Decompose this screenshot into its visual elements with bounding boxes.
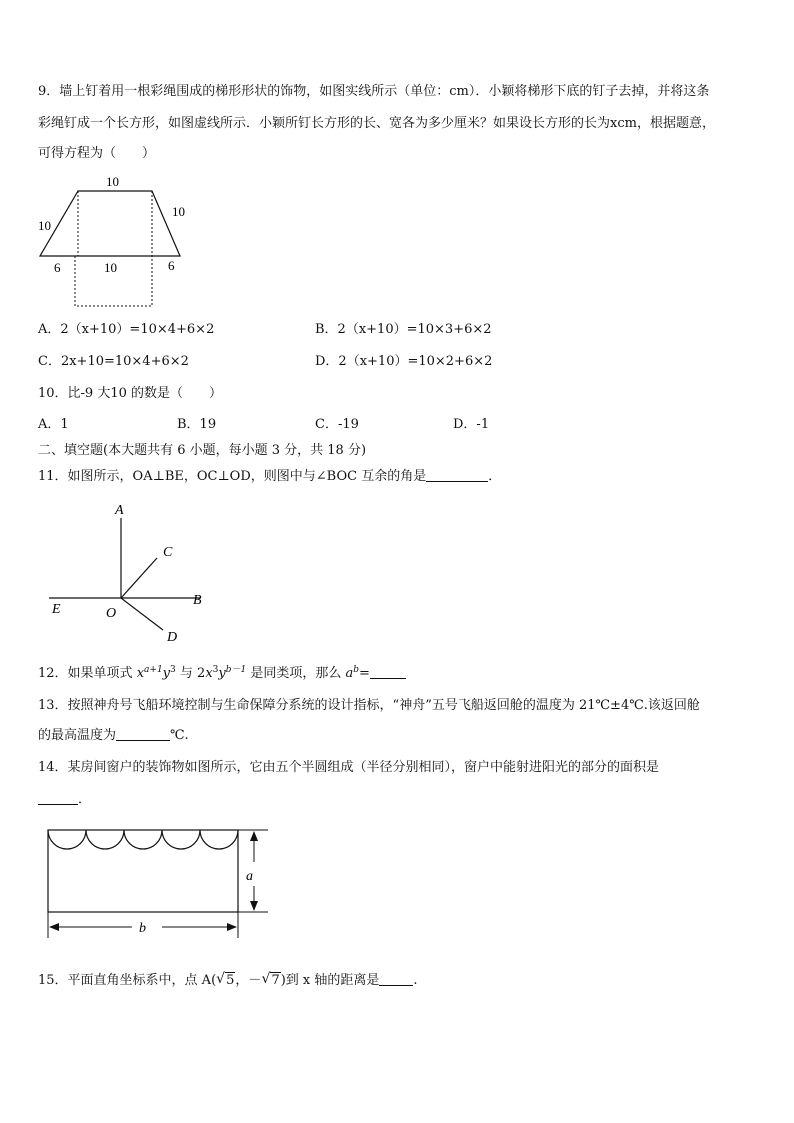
q9-choice-d: D．2（x+10）=10×2+6×2 — [315, 354, 493, 369]
q9-choice-b: B．2（x+10）=10×3+6×2 — [315, 322, 492, 337]
q10-text: 10．比-9 大10 的数是（ ） — [38, 386, 223, 401]
q11-angle-figure — [45, 500, 215, 648]
q14-blank-line: ． — [38, 792, 91, 808]
q12-text: 12．如果单项式 $x^{a+1}y^3$ 与 $2x^3y^{b-1}$ 是同类项，那么 $a^b=$ — [38, 666, 406, 682]
q14-window-figure — [40, 822, 272, 944]
label-b: b — [139, 921, 146, 936]
q9-text-line3: 可得方程为（ ） — [38, 146, 156, 161]
q13-text-line1: 13．按照神舟号飞船环境控制与生命保障分系统的设计指标，“神舟”五号飞船返回舱的温度为 21℃±4℃.该返回舱 — [38, 698, 700, 713]
sqrt-7: √ 7 — [261, 971, 280, 988]
q11-end: ． — [488, 469, 502, 484]
label-o: O — [106, 606, 117, 621]
label-a: A — [115, 503, 124, 518]
label-d: D — [167, 630, 178, 645]
sqrt-5: √ 5 — [216, 971, 235, 988]
semicircles — [48, 830, 238, 849]
label-e: E — [52, 602, 61, 617]
q11-question: 11．如图所示，OA⊥BE，OC⊥OD，则图中与∠BOC 互余的角是 — [38, 469, 427, 484]
q12-answer-blank — [370, 666, 406, 679]
section-2-heading: 二、填空题(本大题共有 6 小题，每小题 3 分，共 18 分) — [38, 443, 367, 458]
label-c: C — [163, 545, 173, 560]
q9-trapezoid-figure — [30, 170, 210, 312]
q9-text-line2: 彩绳钉成一个长方形，如图虚线所示．小颖所钉长方形的长、宽各为多少厘米？如果设长方形的长为xcm，根据题意， — [38, 116, 715, 131]
rectangle-dashed — [75, 191, 152, 306]
window-frame — [48, 830, 238, 912]
trapezoid-solid — [40, 191, 180, 256]
fig-label-top: 10 — [106, 174, 119, 189]
q10-choice-b: B．19 — [177, 417, 217, 432]
q11-text — [38, 469, 501, 485]
q11-answer-blank — [426, 469, 488, 482]
q15-text: 15．平面直角坐标系中，点 A( √ 5，－ √ 7)到 x 轴的距离是 . — [38, 971, 418, 988]
q9-text-line1: 9．墙上钉着用一根彩绳围成的梯形形状的饰物，如图实线所示（单位：cm）．小颖将梯形下底的钉子去掉，并将这条 — [38, 84, 710, 99]
q9-choice-a: A．2（x+10）=10×4+6×2 — [38, 322, 215, 337]
fig-label-bottom-left: 6 — [54, 260, 61, 275]
q14-text: 14．某房间窗户的装饰物如图所示，它由五个半圆组成（半径分别相同），窗户中能射进阳光的部分的面积是 — [38, 760, 660, 775]
label-a: a — [246, 869, 253, 884]
fig-label-bottom-mid: 10 — [104, 260, 117, 275]
label-b: B — [193, 593, 202, 608]
q15-answer-blank — [379, 973, 413, 986]
q10-choice-d: D．-1 — [453, 417, 490, 432]
fig-label-bottom-right: 6 — [168, 258, 175, 273]
fig-label-left: 10 — [38, 218, 51, 233]
q13-text-line2: 的最高温度为 ℃. — [38, 728, 189, 743]
fig-label-right: 10 — [172, 204, 185, 219]
q14-answer-blank — [38, 792, 78, 805]
q9-choice-c: C．2x+10=10×4+6×2 — [38, 354, 189, 369]
q10-choice-a: A．1 — [38, 417, 69, 432]
q10-choice-c: C．-19 — [315, 417, 359, 432]
q13-answer-blank — [116, 728, 170, 741]
